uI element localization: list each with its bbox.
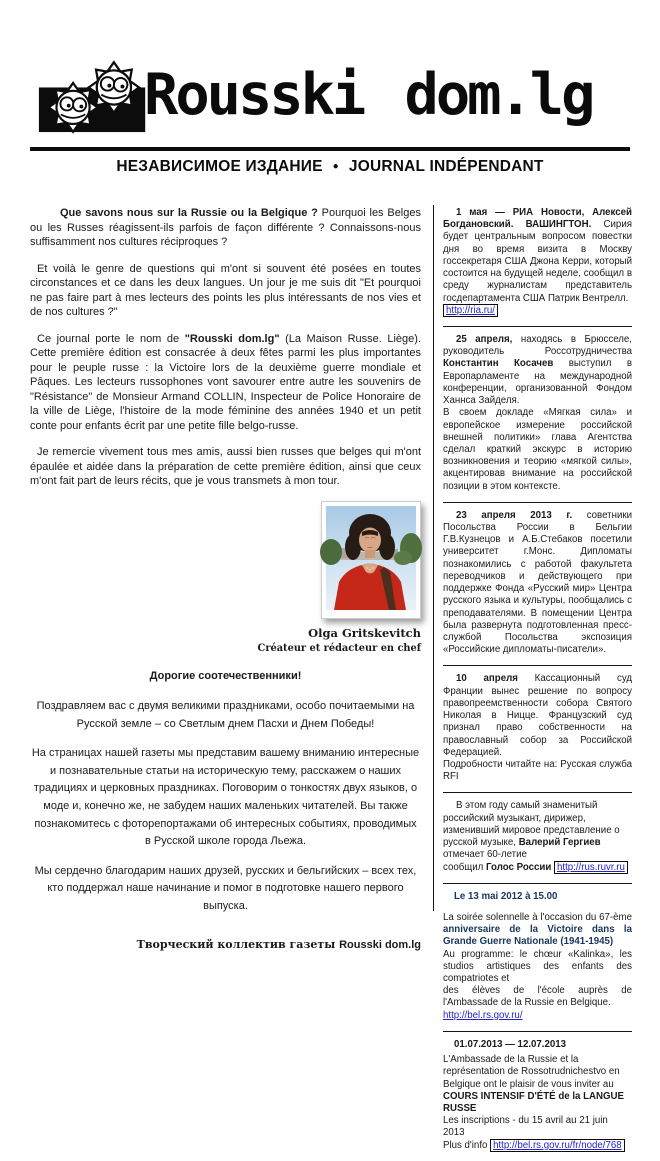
text-segment: Je remercie vivement tous mes amis, aussi bien russes que belges qui m'ont épaulée et aidée dans la préparation de cette première édition, ainsi que ceux m'ont fait part de leurs récits, que je vous transmets à mon tour. [30, 446, 421, 488]
masthead-title: Rousski dom.lg [144, 62, 593, 128]
link-ria-ru[interactable]: http://ria.ru/ [443, 304, 498, 317]
text-segment: La soirée solennelle à l'occasion du 67-ème [443, 911, 632, 923]
link-rus-ruvr-ru[interactable]: http://rus.ruvr.ru [554, 861, 628, 874]
text-segment: Ce journal porte le nom de [37, 332, 185, 345]
news-item-4 [443, 665, 632, 792]
news-text [443, 510, 632, 657]
news-item-5 [443, 792, 632, 882]
editorial-column [30, 206, 421, 954]
tagline-ru: НЕЗАВИСИМОЕ ИЗДАНИЕ [116, 158, 323, 175]
text-segment: (La Maison Russe. Liège). Cette première édition est consacrée à deux fêtes parmi les plus importantes pour le peuple russe : la Victoire lors de la deuxième guerre mondiale et Pâques. Les lecteurs russophones vont savourer entre autre les souvenirs de "Résistance" de Monsieur Armand COLLIN, Inspecteur de Police Honoraire de la ville de Liège, l'histoire de la mode féminine des années 1940 et un petit conte pour enfants écrit par une petite fille belgo-russe. [30, 332, 422, 432]
editorial-paragraph [30, 332, 421, 434]
text-segment: отмечает 60-летие [443, 849, 527, 861]
text-segment: находясь в Брюсселе, руководитель Россотрудничества [443, 333, 632, 358]
news-item-2 [443, 326, 632, 502]
text-segment: 23 апреля 2013 г. [456, 509, 573, 521]
text-segment: выступил в Европарламенте на международной конференции, организованной Фондом Ханнса Зайделя. [443, 358, 632, 407]
news-text [443, 207, 632, 317]
text-segment: 1 мая — РИА Новости, Алексей Богдановский. ВАШИНГТОН. [443, 207, 632, 231]
text-segment: Творческий коллектив газеты [136, 937, 340, 951]
text-segment: 25 апреля, [456, 333, 513, 345]
text-segment: Подробности читайте на: Русская служба RFI [443, 758, 632, 783]
editor-photo [326, 506, 416, 610]
link-bel-rs-gov-ru[interactable]: http://bel.rs.gov.ru/ [443, 1009, 523, 1021]
text-segment: 10 апреля [456, 673, 518, 685]
text-segment: Pourquoi les Belges ou les Russes réagissent-ils parfois de façon différente ? Connaissons-nous suffisamment nos cultures réciproques ? [30, 207, 421, 249]
text-segment: COURS INTENSIF D'ÉTÉ de la LANGUE RUSSE [443, 1090, 625, 1114]
photo-caption [30, 626, 421, 656]
text-segment: сообщил [443, 861, 487, 873]
editorial-signature [30, 936, 421, 955]
news-text [443, 800, 632, 873]
masthead-tagline [0, 158, 660, 176]
photo-caption-name: Olga Gritskevitch [308, 626, 421, 641]
editorial-paragraph [30, 262, 421, 320]
address-to-readers [30, 668, 421, 954]
text-segment: "Rousski dom.lg" [184, 332, 280, 345]
text-segment: В своем докладе «Мягкая сила» и европейское измерение российской внешней политики» глава Агентства сделал краткий экскурс в историю возникновения и теорию «мягкой силы», акцентировав внимание на российской позиции в этом контексте. [443, 407, 632, 492]
text-segment: Au programme: le chœur «Kalinka», les studios artistiques des enfants des compatriotes et [443, 948, 632, 985]
text-segment: Et voilà le genre de questions qui m'ont si souvent été posées en toutes circonstances et ce dans les deux langues. Un jour je me suis dit "Et pourquoi ne pas faire part à mes lecteurs des points les plus intéressants de nos vies et de nos cultures ?" [30, 262, 421, 319]
text-segment: Голос России [486, 861, 552, 873]
photo-caption-role: Créateur et rédacteur en chef [257, 643, 421, 655]
text-segment: Que savons nous sur la Russie ou la Belgique ? [60, 207, 318, 219]
text-segment: Константин Косачев [443, 358, 554, 370]
masthead-rule [30, 147, 630, 151]
text-segment: des élèves de l'école auprès de l'Ambassade de la Russie en Belgique. [443, 985, 632, 1009]
news-heading: 01.07.2013 — 12.07.2013 [454, 1038, 567, 1050]
news-column [433, 205, 632, 1151]
news-text [443, 673, 632, 783]
text-segment: Les inscriptions - du 15 avril au 21 juin 2013 [443, 1115, 608, 1139]
text-segment: Валерий Гергиев [518, 837, 601, 849]
news-item-1 [443, 205, 632, 326]
address-paragraph: На страницах нашей газеты мы представим вашему вниманию интересные и познавательные статьи на историческую тему, расскажем о наших традициях и церковных праздниках. Поговорим о тонкостях двух языков, о моде и, конечно же, не забудем наших маленьких читателей. Вы также познакомитесь с фоторепортажами об интересных событиях, проводимых в Русской школе города Льежа. [31, 747, 420, 848]
text-segment: Plus d'info [443, 1139, 491, 1151]
owls-logo-icon [37, 56, 149, 136]
news-heading: Le 13 mai 2012 à 15.00 [454, 890, 558, 902]
news-text [443, 912, 632, 1022]
tagline-fr: JOURNAL INDÉPENDANT [348, 158, 544, 175]
link-bel-rs-gov-ru-fr-node-768[interactable]: http://bel.rs.gov.ru/fr/node/768 [490, 1139, 625, 1152]
address-paragraph: Поздравляем вас с двумя великими праздниками, особо почитаемыми на Русской земле – со Светлым днем Пасхи и Днем Победы! [36, 699, 415, 730]
editorial-paragraph [30, 206, 421, 250]
text-segment: советники Посольства России в Бельгии Г.В.Кузнецов и А.Б.Стебаков посетили университет г.Монс. Дипломаты познакомились с работой факультета переводчиков и действующего при поддержке Фонда «Русский мир» Центра русского языка и культуры, пообщались с преподавателями. В помещении Центра была развернута подготовленная пресс-службой Посольства экспозиция «Российские дипломаты-писатели». [443, 509, 632, 656]
salutation: Дорогие соотечественники! [149, 670, 302, 683]
editor-photo-frame [321, 501, 421, 620]
news-text [443, 1054, 632, 1152]
text-segment: В этом году самый знаменитый российский музыкант, дирижер, изменивший мировое представление о русской музыке, [443, 800, 620, 849]
text-segment: Сирия будет центральным вопросом повестки дня во время визита в Москву госсекретаря США Джона Керри, который состоится на будущей неделе, сообщил в среду журналистам представитель госдепартамента США Патрик Вентрелл. [443, 219, 632, 304]
news-item-3 [443, 502, 632, 666]
tagline-bullet-icon: ● [332, 161, 339, 172]
text-segment: Кассационный суд Франции вынес решение по вопросу правопреемственности собора Святого Николая в Ницце. Французский суд признал право собственности на православный собор за Российской Федерацией. [443, 673, 632, 758]
text-segment: Rousski dom.lg [339, 938, 421, 951]
text-segment: L'Ambassade de la Russie et la représentation de Rossotrudnichestvo en Belgique ont le plaisir de vous inviter au [443, 1054, 620, 1090]
text-segment: anniversaire de la Victoire dans la Grande Guerre Nationale (1941-1945) [443, 924, 632, 948]
news-item-6 [443, 883, 632, 1031]
editorial-paragraph [30, 445, 421, 489]
address-paragraph: Мы сердечно благодарим наших друзей, русских и бельгийских – всех тех, кто поддержал наше начинание и помог в подготовке нашего первого выпуска. [34, 864, 417, 912]
news-text [443, 334, 632, 493]
news-item-7 [443, 1031, 632, 1161]
